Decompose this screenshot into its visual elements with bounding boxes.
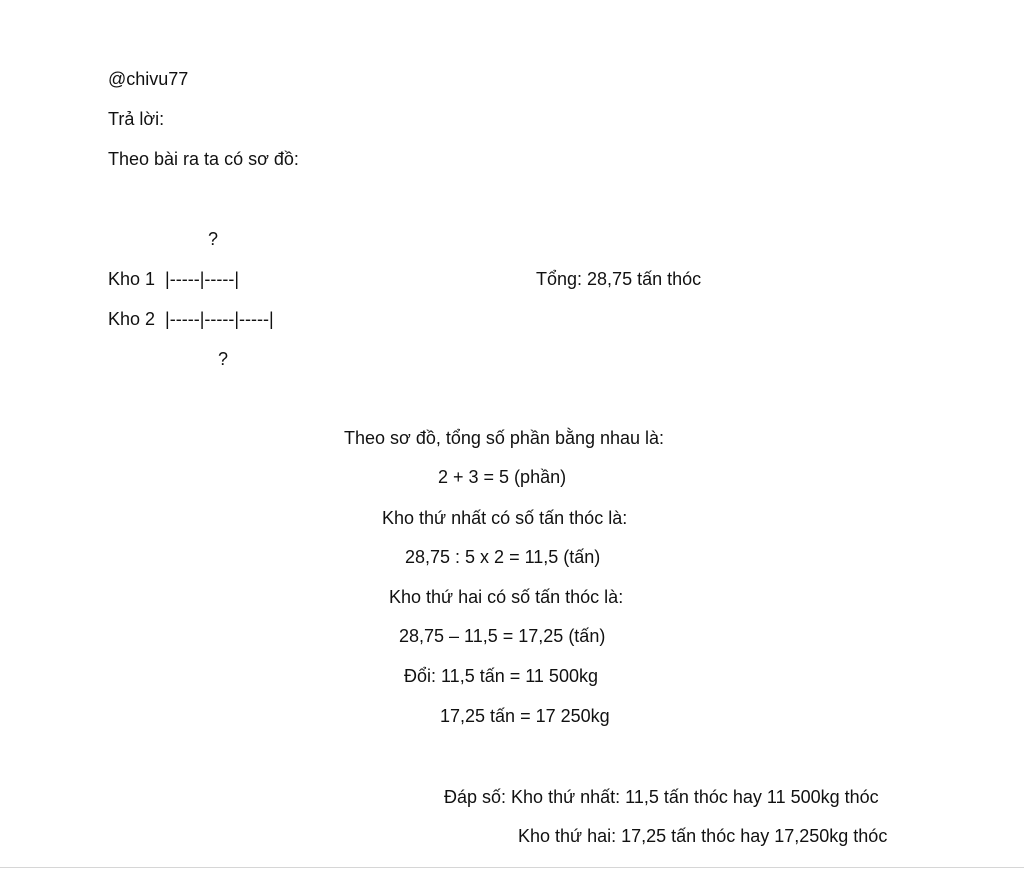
diagram-question-top: ? bbox=[208, 229, 219, 249]
author-handle: @chivu77 bbox=[108, 69, 189, 89]
diagram-kho-1: Kho 1 |-----|-----| bbox=[108, 269, 240, 289]
solution-line-1: Theo sơ đồ, tổng số phần bằng nhau là: bbox=[344, 428, 665, 448]
solution-line-4: 28,75 : 5 x 2 = 11,5 (tấn) bbox=[405, 547, 601, 567]
solution-line-3: Kho thứ nhất có số tấn thóc là: bbox=[382, 508, 628, 528]
final-answer-line-2: Kho thứ hai: 17,25 tấn thóc hay 17,250kg thóc bbox=[518, 826, 888, 846]
answer-label: Trả lời: bbox=[108, 109, 165, 129]
intro-text: Theo bài ra ta có sơ đồ: bbox=[108, 149, 299, 169]
solution-line-7: Đổi: 11,5 tấn = 11 500kg bbox=[404, 666, 598, 686]
diagram-total: Tổng: 28,75 tấn thóc bbox=[536, 269, 702, 289]
solution-line-8: 17,25 tấn = 17 250kg bbox=[440, 706, 610, 726]
solution-line-6: 28,75 – 11,5 = 17,25 (tấn) bbox=[399, 626, 606, 646]
solution-line-2: 2 + 3 = 5 (phần) bbox=[438, 467, 567, 487]
page-edge-divider bbox=[0, 867, 1024, 868]
diagram-kho-2: Kho 2 |-----|-----|-----| bbox=[108, 309, 274, 329]
final-answer-line-1: Đáp số: Kho thứ nhất: 11,5 tấn thóc hay 11 500kg thóc bbox=[444, 787, 879, 807]
diagram-question-bottom: ? bbox=[218, 349, 229, 369]
solution-line-5: Kho thứ hai có số tấn thóc là: bbox=[389, 587, 624, 607]
